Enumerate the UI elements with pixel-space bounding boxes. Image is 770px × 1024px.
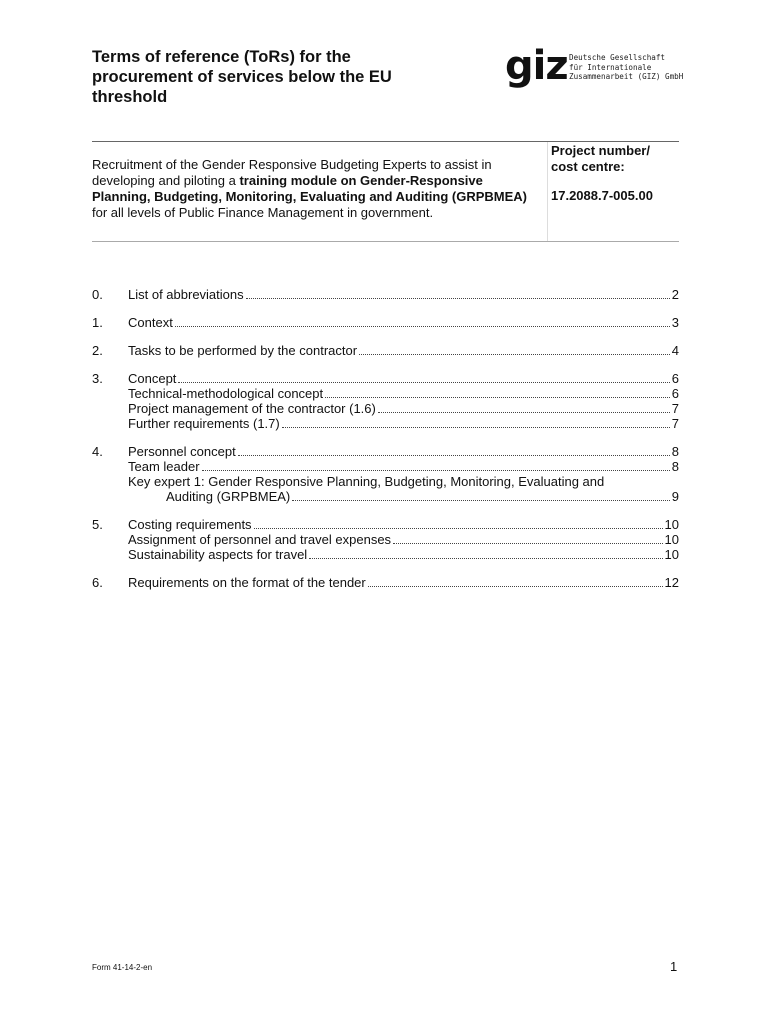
toc-entry[interactable] <box>92 401 679 416</box>
toc-entry-title: Project management of the contractor (1.6) <box>128 401 376 416</box>
toc-section <box>92 287 679 302</box>
toc-dot-leader <box>246 298 670 299</box>
form-number: Form 41-14-2-en <box>92 963 153 972</box>
toc-entry-title: Context <box>128 315 173 330</box>
toc-section-number: 0. <box>92 287 103 302</box>
toc-section-number: 3. <box>92 371 103 386</box>
toc-entry-title: Assignment of personnel and travel expenses <box>128 532 392 547</box>
toc-dot-leader <box>378 412 670 413</box>
top-divider <box>92 141 679 142</box>
project-number-label: Project number/ cost centre: <box>551 143 650 174</box>
toc-dot-leader <box>202 470 670 471</box>
toc-section <box>92 371 679 431</box>
project-info <box>551 143 679 204</box>
toc-entry[interactable] <box>92 532 679 547</box>
toc-entry[interactable] <box>92 315 679 330</box>
toc-page-number: 9 <box>671 489 679 504</box>
toc-entry[interactable] <box>92 517 679 532</box>
document-title: Terms of reference (ToRs) for the procurement of services below the EU threshold <box>92 48 392 106</box>
toc-page-number: 10 <box>664 532 679 547</box>
toc-page-number: 8 <box>671 459 679 474</box>
logo-text-line: für Internationale <box>569 62 652 72</box>
toc-entry[interactable] <box>92 386 679 401</box>
toc-entry[interactable] <box>92 416 679 431</box>
description-bold-text: training module on Gender-Responsive Planning, Budgeting, Monitoring, Evaluating and Auditing (GRPBMEA) <box>92 173 527 204</box>
toc-entry-title-continued: Auditing (GRPBMEA) <box>166 489 291 504</box>
toc-page-number: 3 <box>671 315 679 330</box>
toc-dot-leader <box>175 326 670 327</box>
toc-dot-leader <box>309 558 662 559</box>
logo-text-line: Deutsche Gesellschaft <box>569 53 666 62</box>
toc-entry[interactable] <box>92 287 679 302</box>
logo-text-line: Zusammenarbeit (GIZ) GmbH <box>569 72 684 81</box>
toc-section-number: 1. <box>92 315 103 330</box>
project-number: 17.2088.7-005.00 <box>551 188 653 203</box>
toc-entry-title: Personnel concept <box>128 444 236 459</box>
toc-page-number: 2 <box>671 287 679 302</box>
toc-page-number: 12 <box>664 575 679 590</box>
toc-entry-title: Tasks to be performed by the contractor <box>128 343 358 358</box>
giz-logo-text <box>569 53 683 82</box>
bottom-divider <box>92 241 679 242</box>
toc-page-number: 7 <box>671 401 679 416</box>
toc-page-number: 6 <box>671 371 679 386</box>
description-text: Recruitment of the Gender Responsive Budgeting Experts to assist in developing and piloting a <box>92 157 492 188</box>
toc-section-number: 6. <box>92 575 103 590</box>
toc-entry-title: Further requirements (1.7) <box>128 416 280 431</box>
column-divider <box>547 142 548 241</box>
toc-dot-leader <box>368 586 663 587</box>
toc-section <box>92 343 679 358</box>
toc-section-number: 2. <box>92 343 103 358</box>
toc-entry[interactable] <box>92 474 679 489</box>
toc-section-number: 5. <box>92 517 103 532</box>
page-number: 1 <box>670 959 678 974</box>
toc-section <box>92 517 679 562</box>
toc-entry-title: Costing requirements <box>128 517 252 532</box>
toc-entry-title: Requirements on the format of the tender <box>128 575 366 590</box>
table-of-contents <box>92 287 679 603</box>
toc-page-number: 4 <box>671 343 679 358</box>
assignment-description <box>92 157 540 221</box>
toc-section <box>92 575 679 590</box>
toc-section <box>92 315 679 330</box>
toc-entry[interactable] <box>92 547 679 562</box>
toc-dot-leader <box>282 427 670 428</box>
toc-dot-leader <box>325 397 670 398</box>
toc-dot-leader <box>178 382 669 383</box>
toc-entry-title: Concept <box>128 371 177 386</box>
toc-entry[interactable] <box>92 343 679 358</box>
toc-entry-title: Key expert 1: Gender Responsive Planning, Budgeting, Monitoring, Evaluating and <box>128 474 605 489</box>
toc-dot-leader <box>393 543 662 544</box>
toc-dot-leader <box>359 354 670 355</box>
description-text-end: for all levels of Public Finance Management in government. <box>92 205 434 220</box>
toc-entry[interactable] <box>92 459 679 474</box>
toc-entry[interactable] <box>92 444 679 459</box>
giz-logo-mark: giz <box>505 43 568 89</box>
toc-entry-continuation[interactable] <box>92 489 679 504</box>
toc-page-number: 6 <box>671 386 679 401</box>
toc-dot-leader <box>254 528 663 529</box>
toc-dot-leader <box>238 455 670 456</box>
toc-entry-title: Sustainability aspects for travel <box>128 547 308 562</box>
toc-page-number: 10 <box>664 517 679 532</box>
toc-section <box>92 444 679 504</box>
toc-entry-title: Team leader <box>128 459 200 474</box>
toc-section-number: 4. <box>92 444 103 459</box>
toc-entry-title: List of abbreviations <box>128 287 244 302</box>
toc-page-number: 7 <box>671 416 679 431</box>
toc-entry-title: Technical-methodological concept <box>128 386 324 401</box>
toc-page-number: 8 <box>671 444 679 459</box>
toc-entry[interactable] <box>92 575 679 590</box>
toc-dot-leader <box>292 500 670 501</box>
toc-page-number: 10 <box>664 547 679 562</box>
toc-entry[interactable] <box>92 371 679 386</box>
